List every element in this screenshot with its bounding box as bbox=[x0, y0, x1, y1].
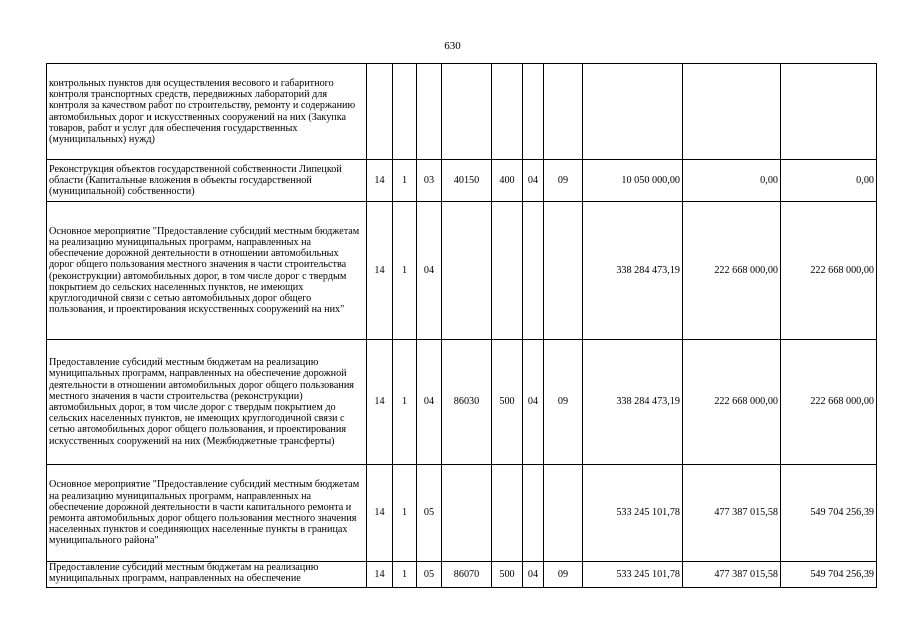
code-cell: 14 bbox=[367, 562, 393, 588]
amount-cell: 338 284 473,19 bbox=[583, 202, 683, 340]
table-row bbox=[47, 340, 877, 465]
code-cell: 05 bbox=[417, 562, 442, 588]
row-description: Предоставление субсидий местным бюджетам на реализацию муниципальных программ, направленных на обеспечение дорожной деятельности в отношении автомобильных дорог общего пользования местного значения в части строительства (реконструкции) автомобильных дорог, в том числе дорог с твердым покрытием до сельских населенных пунктов, не имеющих круглогодичной связи с сетью автомобильных дорог общего пользования, и проектирования искусственных сооружений на них (Межбюджетные трансферты) bbox=[47, 340, 367, 465]
code-cell: 09 bbox=[544, 562, 583, 588]
code-cell bbox=[544, 465, 583, 562]
code-cell bbox=[442, 465, 492, 562]
code-cell bbox=[544, 202, 583, 340]
code-cell: 40150 bbox=[442, 160, 492, 202]
amount-cell: 533 245 101,78 bbox=[583, 562, 683, 588]
code-cell bbox=[523, 64, 544, 160]
code-cell: 1 bbox=[393, 202, 417, 340]
code-cell: 86030 bbox=[442, 340, 492, 465]
code-cell: 05 bbox=[417, 465, 442, 562]
code-cell: 1 bbox=[393, 562, 417, 588]
amount-cell: 222 668 000,00 bbox=[683, 202, 781, 340]
code-cell: 1 bbox=[393, 340, 417, 465]
code-cell bbox=[492, 64, 523, 160]
code-cell bbox=[523, 465, 544, 562]
amount-cell bbox=[781, 64, 877, 160]
code-cell: 14 bbox=[367, 340, 393, 465]
amount-cell bbox=[683, 64, 781, 160]
row-description: контрольных пунктов для осуществления весового и габаритного контроля транспортных средств, передвижных лабораторий для контроля за качеством работ по строительству, ремонту и содержанию автомобильных дорог и искусственных сооружений на них (Закупка товаров, работ и услуг для обеспечения государственных (муниципальных) нужд) bbox=[47, 64, 367, 160]
amount-cell: 222 668 000,00 bbox=[683, 340, 781, 465]
code-cell: 04 bbox=[417, 340, 442, 465]
code-cell: 03 bbox=[417, 160, 442, 202]
amount-cell: 549 704 256,39 bbox=[781, 562, 877, 588]
code-cell: 1 bbox=[393, 465, 417, 562]
table-row bbox=[47, 465, 877, 562]
code-cell: 86070 bbox=[442, 562, 492, 588]
amount-cell: 222 668 000,00 bbox=[781, 340, 877, 465]
amount-cell: 0,00 bbox=[781, 160, 877, 202]
amount-cell: 222 668 000,00 bbox=[781, 202, 877, 340]
code-cell bbox=[417, 64, 442, 160]
budget-table bbox=[46, 63, 877, 588]
code-cell: 09 bbox=[544, 340, 583, 465]
row-description: Предоставление субсидий местным бюджетам на реализацию муниципальных программ, направленных на обеспечение bbox=[47, 562, 367, 588]
code-cell: 500 bbox=[492, 340, 523, 465]
code-cell: 14 bbox=[367, 160, 393, 202]
code-cell bbox=[523, 202, 544, 340]
code-cell: 04 bbox=[523, 340, 544, 465]
amount-cell bbox=[583, 64, 683, 160]
code-cell bbox=[442, 202, 492, 340]
table-row bbox=[47, 64, 877, 160]
code-cell bbox=[492, 202, 523, 340]
code-cell: 1 bbox=[393, 160, 417, 202]
amount-cell: 549 704 256,39 bbox=[781, 465, 877, 562]
code-cell bbox=[367, 64, 393, 160]
code-cell: 500 bbox=[492, 562, 523, 588]
table-row bbox=[47, 562, 877, 588]
amount-cell: 10 050 000,00 bbox=[583, 160, 683, 202]
amount-cell: 477 387 015,58 bbox=[683, 562, 781, 588]
code-cell: 400 bbox=[492, 160, 523, 202]
code-cell bbox=[393, 64, 417, 160]
code-cell: 09 bbox=[544, 160, 583, 202]
amount-cell: 338 284 473,19 bbox=[583, 340, 683, 465]
row-description: Основное мероприятие "Предоставление субсидий местным бюджетам на реализацию муниципальных программ, направленных на обеспечение дорожной деятельности в части капитального ремонта и ремонта автомобильных дорог общего пользования местного значения населенных пунктов и соединяющих населенные пункты в границах муниципального района" bbox=[47, 465, 367, 562]
table-row bbox=[47, 160, 877, 202]
code-cell: 14 bbox=[367, 202, 393, 340]
page-number: 630 bbox=[444, 40, 461, 52]
amount-cell: 533 245 101,78 bbox=[583, 465, 683, 562]
amount-cell: 477 387 015,58 bbox=[683, 465, 781, 562]
code-cell: 04 bbox=[523, 562, 544, 588]
table-row bbox=[47, 202, 877, 340]
code-cell bbox=[442, 64, 492, 160]
row-description: Реконструкция объектов государственной собственности Липецкой области (Капитальные вложения в объекты государственной (муниципальной) собственности) bbox=[47, 160, 367, 202]
amount-cell: 0,00 bbox=[683, 160, 781, 202]
code-cell bbox=[492, 465, 523, 562]
code-cell: 04 bbox=[417, 202, 442, 340]
code-cell: 14 bbox=[367, 465, 393, 562]
code-cell bbox=[544, 64, 583, 160]
code-cell: 04 bbox=[523, 160, 544, 202]
row-description: Основное мероприятие "Предоставление субсидий местным бюджетам на реализацию муниципальных программ, направленных на обеспечение дорожной деятельности в отношении автомобильных дорог общего пользования местного значения в части строительства (реконструкции) автомобильных дорог, в том числе дорог с твердым покрытием до сельских населенных пунктов, не имеющих круглогодичной связи с сетью автомобильных дорог общего пользования, и проектирования искусственных сооружений на них" bbox=[47, 202, 367, 340]
